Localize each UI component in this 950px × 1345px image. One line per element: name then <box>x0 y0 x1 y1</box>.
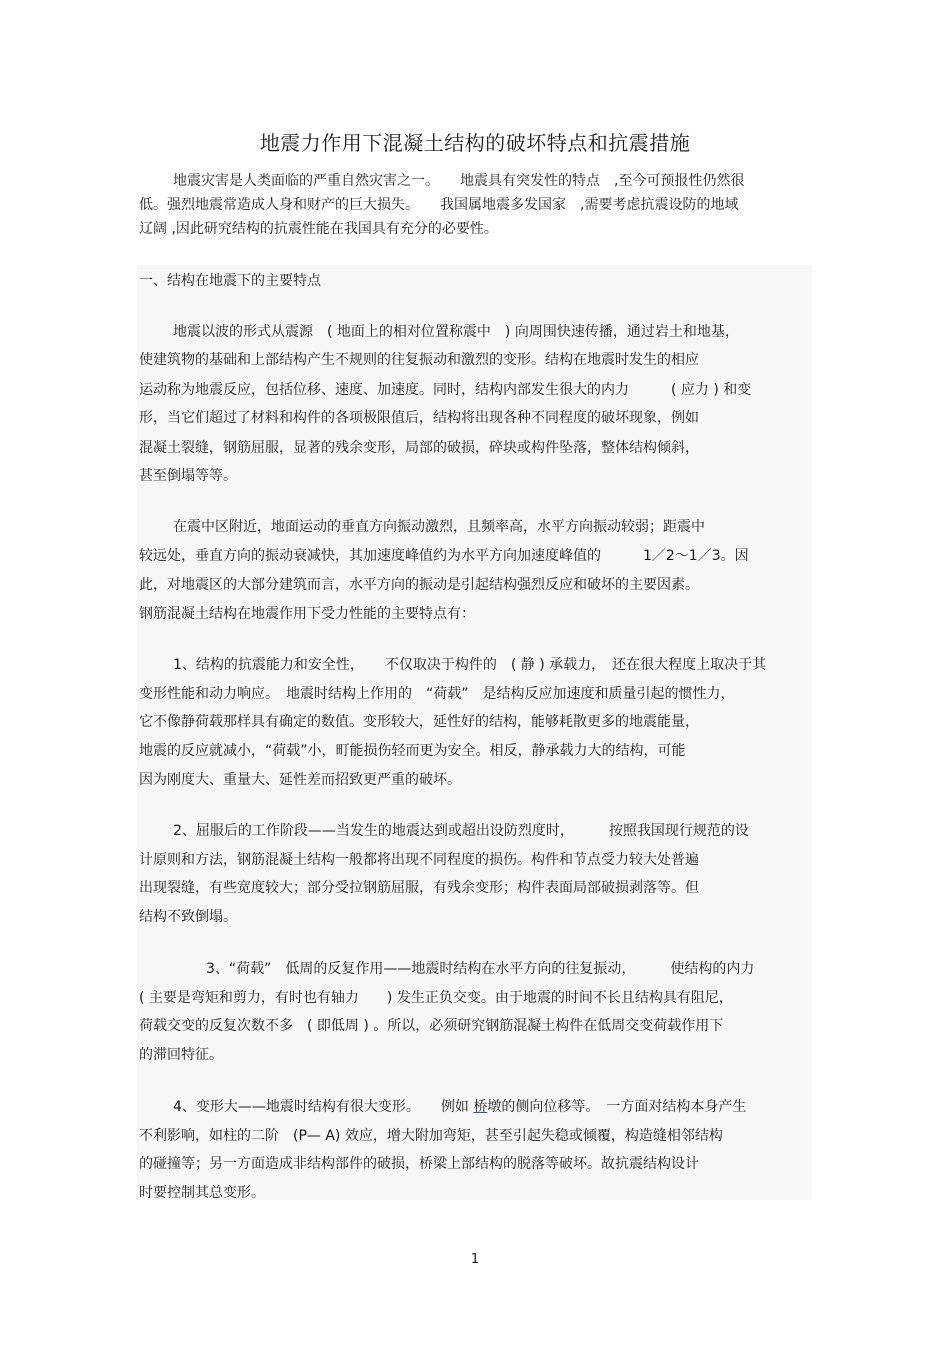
item3-line: 3、“荷载” 低周的反复作用——地震时结构在水平方向的往复振动， 使结构的内力 <box>206 961 755 977</box>
item4-text-post: 墩的侧向位移等。 一方面对结构本身产生 <box>487 1099 747 1115</box>
para1-line: 地震以波的形式从震源 ( 地面上的相对位置称震中 ) 向周围快速传播，通过岩土和地基， <box>173 324 739 340</box>
item4-line: 时要控制其总变形。 <box>139 1185 265 1201</box>
intro-line: 地震灾害是人类面临的严重自然灾害之一。 地震具有突发性的特点 ,至今可预报性仍然很 <box>173 173 745 189</box>
item1-line: 它不像静荷载那样具有确定的数值。变形较大，延性好的结构，能够耗散更多的地震能量， <box>139 714 699 730</box>
intro-line: 低。强烈地震常造成人身和财产的巨大损失。 我国属地震多发国家 ,需要考虑抗震设防的地域 <box>139 197 739 213</box>
intro-line: 辽阔 ,因此研究结构的抗震性能在我国具有充分的必要性。 <box>139 221 498 237</box>
shaded-region <box>137 265 812 1200</box>
item2-line: 2、屈服后的工作阶段——当发生的地震达到或超出设防烈度时， 按照我国现行规范的设 <box>173 823 749 839</box>
item4-line: 不利影响，如柱的二阶 (P— A) 效应，增大附加弯矩，甚至引起失稳或倾覆，构造缝相邻结构 <box>139 1128 723 1144</box>
item1-line: 地震的反应就减小，“荷载”小，町能损伤轻而更为安全。相反，静承载力大的结构，可能 <box>139 743 686 759</box>
para1-line: 运动称为地震反应，包括位移、速度、加速度。同时，结构内部发生很大的内力 ( 应力 ) 和变 <box>139 382 752 398</box>
item1-line: 因为刚度大、重量大、延性差而招致更严重的破坏。 <box>139 772 461 788</box>
underlined-word: 桥 <box>473 1099 488 1115</box>
para2-line: 钢筋混凝土结构在地震作用下受力性能的主要特点有： <box>139 606 475 622</box>
para2-line: 在震中区附近，地面运动的垂直方向振动激烈，且频率高，水平方向振动较弱；距震中 <box>173 519 705 535</box>
item2-line: 计原则和方法，钢筋混凝土结构一般都将出现不同程度的损伤。构件和节点受力较大处普遍 <box>139 852 699 868</box>
item4-line <box>173 1098 746 1116</box>
item3-line: 的滞回特征。 <box>139 1047 223 1063</box>
para1-line: 混凝土裂缝，钢筋屈服，显著的残余变形，局部的破损，碎块或构件坠落，整体结构倾斜， <box>139 440 699 456</box>
item4-line: 的碰撞等；另一方面造成非结构部件的破损，桥梁上部结构的脱落等破坏。故抗震结构设计 <box>139 1156 699 1172</box>
item1-line: 1、结构的抗震能力和安全性， 不仅取决于构件的 ( 静 ) 承载力， 还在很大程度上取决于其 <box>173 657 767 673</box>
item2-line: 结构不致倒塌。 <box>139 909 237 925</box>
para1-line: 甚至倒塌等等。 <box>139 468 237 484</box>
para1-line: 使建筑物的基础和上部结构产生不规则的往复振动和激烈的变形。结构在地震时发生的相应 <box>139 352 699 368</box>
item4-text-pre: 4、变形大——地震时结构有很大变形。 例如 <box>173 1099 474 1115</box>
para2-line: 此，对地震区的大部分建筑而言，水平方向的振动是引起结构强烈反应和破坏的主要因素。 <box>139 577 699 593</box>
para2-line: 较远处，垂直方向的振动衰减快，其加速度峰值约为水平方向加速度峰值的 1／2～1／3。因 <box>139 548 749 564</box>
item3-line: 荷载交变的反复次数不多 ( 即低周 ) 。所以，必须研究钢筋混凝土构件在低周交变荷载作用下 <box>139 1018 724 1034</box>
item1-line: 变形性能和动力响应。 地震时结构上作用的 “荷载” 是结构反应加速度和质量引起的惯性力， <box>139 686 735 702</box>
para1-line: 形，当它们超过了材料和构件的各项极限值后，结构将出现各种不同程度的破坏现象，例如 <box>139 410 699 426</box>
item2-line: 出现裂缝，有些宽度较大；部分受拉钢筋屈服，有残余变形；构件表面局部破损剥落等。但 <box>139 880 699 896</box>
section-heading: 一、结构在地震下的主要特点 <box>139 273 321 289</box>
item3-line: ( 主要是弯矩和剪力，有时也有轴力 ) 发生正负交变。由于地震的时间不长且结构具有阻尼， <box>139 990 733 1006</box>
document-title: 地震力作用下混凝土结构的破坏特点和抗震措施 <box>259 131 691 155</box>
page-number: 1 <box>470 1252 480 1267</box>
